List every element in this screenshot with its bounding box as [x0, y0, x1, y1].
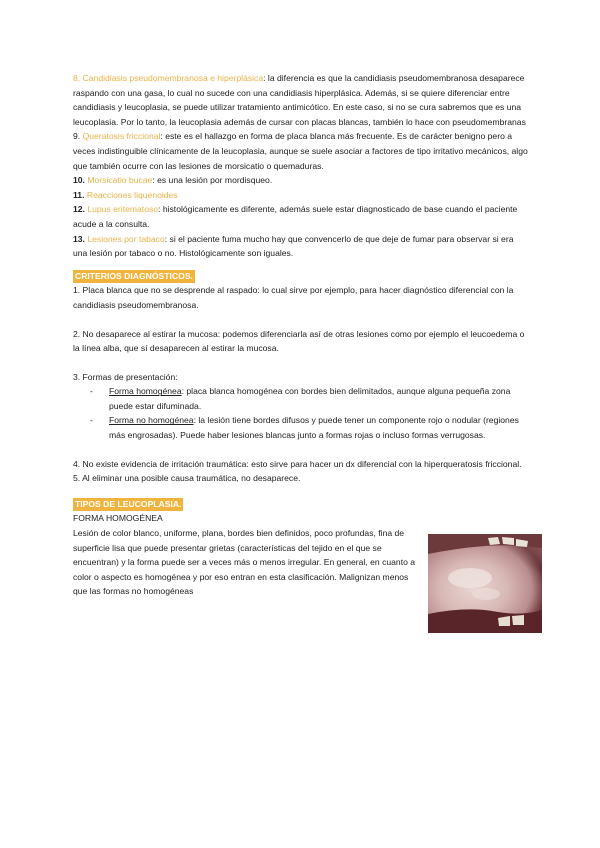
paragraph-text: : es una lesión por mordisqueo.	[152, 175, 273, 186]
list-item-text: : placa blanca homogénea con bordes bien delimitados, aunque alguna pequeña zona puede estar difuminada.	[109, 386, 511, 411]
paragraph-12	[73, 202, 528, 231]
leucoplasia-photo	[428, 534, 542, 633]
item-number: 13.	[73, 233, 88, 244]
criterio-4: 4. No existe evidencia de irritación traumática: esto sirve para hacer un dx diferencial con la hiperqueratosis friccional.	[73, 458, 522, 469]
section-heading-tipos: TIPOS DE LEUCOPLASIA.	[75, 498, 182, 509]
paragraph-text: : histológicamente es diferente, además suele estar diagnosticado de base cuando el paciente acude a la consulta.	[73, 204, 518, 229]
item-number: 9.	[73, 131, 83, 142]
term-queratosis: Queratosis friccional	[82, 131, 161, 142]
term-liquenoides: Reacciones liquenoides	[86, 189, 178, 200]
term-morsicatio: Morsicatio bucae	[87, 175, 153, 186]
term-lupus: Lupus eritematoso	[87, 204, 159, 215]
section-heading-criterios: CRITERIOS DIAGNÓSTICOS.	[75, 270, 193, 281]
criterio-1: 1. Placa blanca que no se desprende al raspado: lo cual sirve por ejemplo, para hacer diagnóstico diferencial con la candidiasis pseudomembranosa.	[73, 285, 514, 310]
list-item-text: : la lesión tiene bordes difusos y puede tener un componente rojo o nodular (regiones más engrosadas). Puede haber lesiones blancas junto a formas rojas o incluso formas verrugosas.	[109, 415, 519, 441]
mouth-illustration	[428, 534, 542, 633]
criterio-5: 5. Al eliminar una posible causa traumática, no desaparece.	[73, 473, 301, 484]
item-number: 11.	[73, 189, 87, 200]
term-tabaco: Lesiones por tabaco	[87, 233, 165, 244]
document-body	[73, 71, 528, 599]
paragraph-13	[73, 232, 528, 261]
list-item-forma-homogenea	[73, 384, 528, 413]
tipos-paragraph: Lesión de color blanco, uniforme, plana, bordes bien definidos, poco profundas, fina de superficie lisa que puede presentar grietas (características del tejido en el que se encuentran) y la forma puede ser a veces más o menos irregular. En general, en cuanto a color o aspecto es homogénea y por eso entran en esta clasificación. Malignizan menos que las formas no homogéneas	[73, 528, 416, 597]
paragraph-8-9	[73, 71, 528, 173]
term-candidiasis: Candidiasis pseudomembranosa e hiperplásica	[82, 73, 264, 83]
paragraph-10	[73, 173, 528, 188]
term-forma-no-homogenea: Forma no homogénea	[109, 415, 194, 426]
paragraph-text: : la diferencia es que la candidiasis pseudomembranosa desaparece raspando con una gasa, lo cual no sucede con una candidiasis hiperplásica. Además, si se quiere diferenciar entre candidiasis y leucoplasia, se puede utilizar tratamiento antimicótico. En este caso, si no se cura sabremos que es una leucoplasia. Por lo tanto, la leucoplasia además de cursar con placas blancas, también lo hace con pseudomembranas	[73, 73, 526, 127]
list-dash: -	[90, 386, 93, 397]
list-dash: -	[90, 415, 93, 426]
term-forma-homogenea: Forma homogénea	[109, 386, 182, 397]
paragraph-11	[73, 188, 528, 203]
paragraph-text: : este es el hallazgo en forma de placa blanca más frecuente. Es de carácter benigno pero a veces indistinguible clínicamente de la leucoplasia, aunque se suele asociar a factores de tipo irritativo mecánicos, algo que también ocurre con las lesiones de morsicatio o quemaduras.	[73, 131, 528, 171]
subheading-forma-homogenea: FORMA HOMOGÉNEA	[73, 513, 163, 524]
list-item-forma-no-homogenea	[73, 413, 528, 442]
item-number: 12.	[73, 204, 88, 215]
item-number: 10.	[73, 175, 88, 186]
criterio-2: 2. No desaparece al estirar la mucosa: podemos diferenciarla así de otras lesiones como por ejemplo el leucoedema o la línea alba, que sí desaparecen al estirar la mucosa.	[73, 328, 525, 354]
paragraph-text: : si el paciente fuma mucho hay que convencerlo de que deje de fumar para observar si era una lesión por tabaco o no. Histológicamente son iguales.	[73, 233, 514, 259]
item-number: 8.	[73, 73, 83, 83]
criterio-3: 3. Formas de presentación:	[73, 371, 178, 382]
